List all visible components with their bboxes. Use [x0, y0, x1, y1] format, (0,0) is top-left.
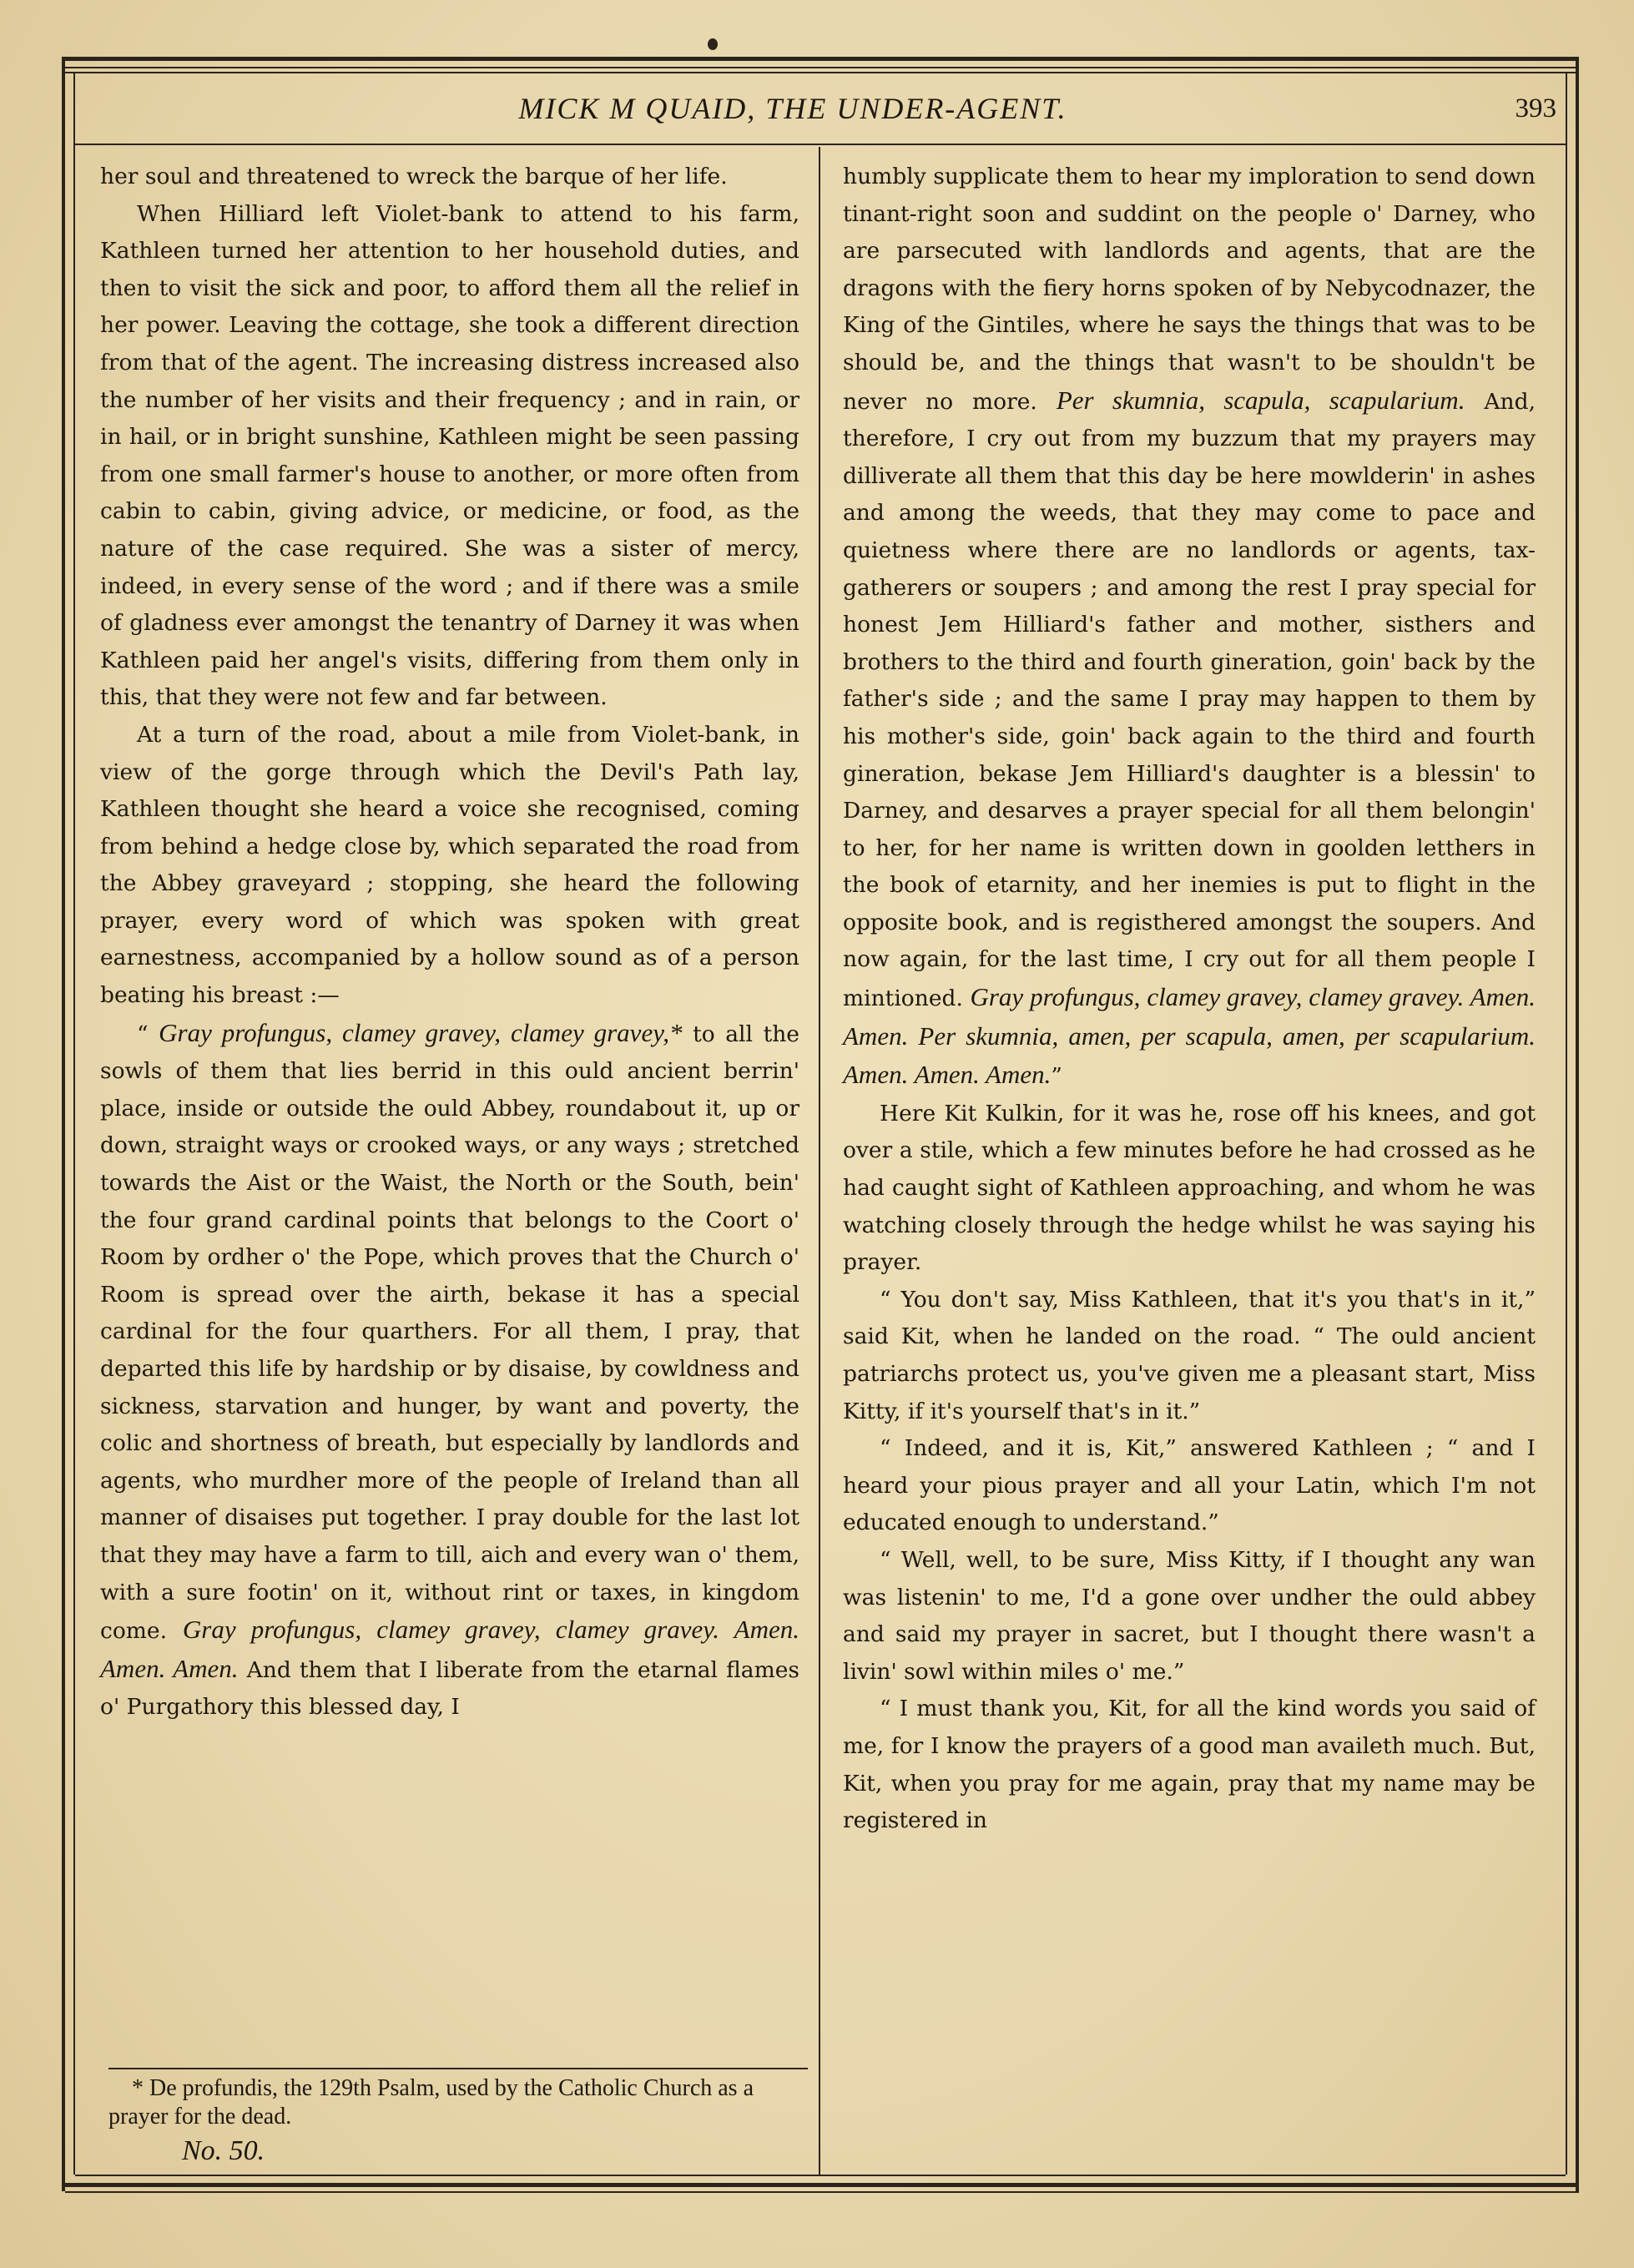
footnote-text: * De profundis, the 129th Psalm, used by the Catholic Church as a prayer for the dead. [108, 2075, 754, 2129]
ink-dot [708, 38, 718, 50]
paragraph [843, 1096, 1536, 1282]
paragraph [843, 1282, 1536, 1430]
top-rule-third [65, 72, 1576, 73]
left-border-outer [62, 57, 65, 2191]
header-underline [75, 144, 1566, 145]
bottom-rule-thin [75, 2175, 1566, 2176]
left-border-inner [73, 72, 75, 2175]
paragraph [100, 196, 799, 717]
text-run: her soul and threatened to wreck the barque of her life. [100, 164, 728, 189]
bottom-rule-third [65, 2191, 1579, 2193]
text-run: “ Well, well, to be sure, Miss Kitty, if I thought any wan was listenin' to me, I'd a gone over undher the ould abbey and said my prayer in sacret, but I thought there wasn't a livin' sowl within miles o' me.” [843, 1546, 1536, 1685]
running-header-title: MICK M QUAID, THE UNDER-AGENT. [518, 92, 1067, 125]
paragraph [100, 717, 799, 1015]
top-rule-thin [65, 67, 1576, 68]
paragraph [843, 1691, 1536, 1839]
italic-latin-text: Gray profungus, clamey gravey, clamey gravey. Amen. Amen. Per skumnia, amen, per scapula, amen, per scapularium. Amen. Amen. Amen. [843, 982, 1536, 1090]
footnote [108, 2074, 801, 2131]
text-run: “ You don't say, Miss Kathleen, that it's you that's in it,” said Kit, when he landed on the road. “ The ould ancient patriarchs protect us, you've given me a pleasant start, Miss Kitty, if it's yourself that's in it.” [843, 1286, 1536, 1424]
paragraph [100, 159, 799, 196]
text-run: Here Kit Kulkin, for it was he, rose off his knees, and got over a stile, which a few minutes before he had crossed as he had caught sight of Kathleen approaching, and whom he was watching closely through the hedge whilst he was saying his prayer. [843, 1100, 1536, 1276]
text-run: When Hilliard left Violet-bank to attend to his farm, Kathleen turned her attention to her household duties, and then to visit the sick and poor, to afford them all the relief in her power. Leaving the cottage, she took a different direction from that of the agent. The increasing distress increased also the number of her visits and their frequency ; and in rain, or in hail, or in bright sunshine, Kathleen might be seen passing from one small farmer's house to another, or more often from cabin to cabin, giving advice, or medicine, or food, as the nature of the case required. She was a sister of mercy, indeed, in every sense of the word ; and if there was a smile of gladness ever amongst the tenantry of Darney it was when Kathleen paid her angel's visits, differing from them only in this, that they were not few and far between. [100, 200, 799, 711]
right-border-outer [1576, 57, 1579, 2191]
text-run: And, therefore, I cry out from my buzzum that my prayers may dilliverate all them that this day be here mowlderin' in ashes and among the weeds, that they may come to pace and quietness where there are no landlords or agents, tax-gatherers or soupers ; and among the rest I pray special for honest Jem Hilliard's father and mother, sisthers and brothers to the third and fourth gineration, goin' back by the father's side ; and the same I pray may happen to them by his mother's side, goin' back again to the third and fourth gineration, bekase Jem Hilliard's daughter is a blessin' to Darney, and desarves a prayer special for all them belongin' to her, for her name is written down in goolden letthers in the book of etarnity, and her inemies is put to flight in the opposite book, and is registhered amongst the soupers. And now again, for the last time, I cry out for all them people I mintioned. [843, 388, 1536, 1012]
right-column [843, 159, 1536, 1840]
bottom-rule-thick [65, 2183, 1579, 2187]
right-border-inner [1566, 72, 1567, 2175]
footnote-rule [108, 2068, 808, 2069]
issue-number: No. 50. [182, 2135, 265, 2166]
paragraph [100, 1015, 799, 1726]
text-run: “ I must thank you, Kit, for all the kind words you said of me, for I know the prayers of a good man availeth much. But, Kit, when you pray for me again, pray that my name may be registered in [843, 1696, 1536, 1834]
italic-latin-text: Per skumnia, scapula, scapularium. [1056, 385, 1465, 415]
italic-latin-text: Gray profungus, clamey gravey, clamey gravey,* [159, 1017, 683, 1047]
column-divider [819, 147, 820, 2175]
paragraph [843, 1542, 1536, 1691]
left-column [100, 159, 799, 1726]
text-run: At a turn of the road, about a mile from Violet-bank, in view of the gorge through which the Devil's Path lay, Kathleen thought she heard a voice she recognised, coming from behind a hedge close by, which separated the road from the Abbey graveyard ; stopping, she heard the following prayer, every word of which was spoken with great earnestness, accompanied by a hollow sound as of a person beating his breast :— [100, 721, 799, 1009]
text-run: to all the sowls of them that lies berrid in this ould ancient berrin' place, inside or outside the ould Abbey, roundabout it, up or down, straight ways or crooked ways, or any ways ; stretched towards the Aist or the Waist, the North or the South, bein' the four grand cardinal points that belongs to the Coort o' Room by ordher o' the Pope, which proves that the Church o' Room is spread over the airth, bekase it has a special cardinal for the four quarthers. For all them, I pray, that departed this life by hardship or by disaise, by cowldness and sickness, starvation and hunger, by want and poverty, the colic and shortness of breath, but especially by landlords and agents, who murdher more of the people of Ireland than all manner of disaises put together. I pray double for the last lot that they may have a farm to till, aich and every wan o' them, with a sure footin' on it, without rint or taxes, in kingdom come. [100, 1021, 799, 1645]
page-number: 393 [1515, 93, 1556, 123]
text-run: “ Indeed, and it is, Kit,” answered Kathleen ; “ and I heard your pious prayer and all your Latin, which I'm not educated enough to understand.” [843, 1435, 1536, 1536]
text-run: “ [137, 1021, 159, 1047]
text-run: humbly supplicate them to hear my imploration to send down tinant-right soon and suddint on the people o' Darney, who are parsecuted with landlords and agents, that are the dragons with the fiery horns spoken of by Nebycodnazer, the King of the Gintiles, where he says the things that was to be should be, and the things that wasn't to be shouldn't be never no more. [843, 164, 1536, 415]
top-rule-thick [65, 57, 1576, 61]
text-run: And them that I liberate from the etarnal flames o' Purgathory this blessed day, I [100, 1656, 799, 1721]
paragraph [843, 1430, 1536, 1542]
italic-latin-text: Gray profungus, clamey gravey, clamey gravey. Amen. Amen. Amen. [100, 1615, 799, 1683]
paragraph [843, 159, 1536, 1096]
text-run: ” [1051, 1063, 1062, 1090]
